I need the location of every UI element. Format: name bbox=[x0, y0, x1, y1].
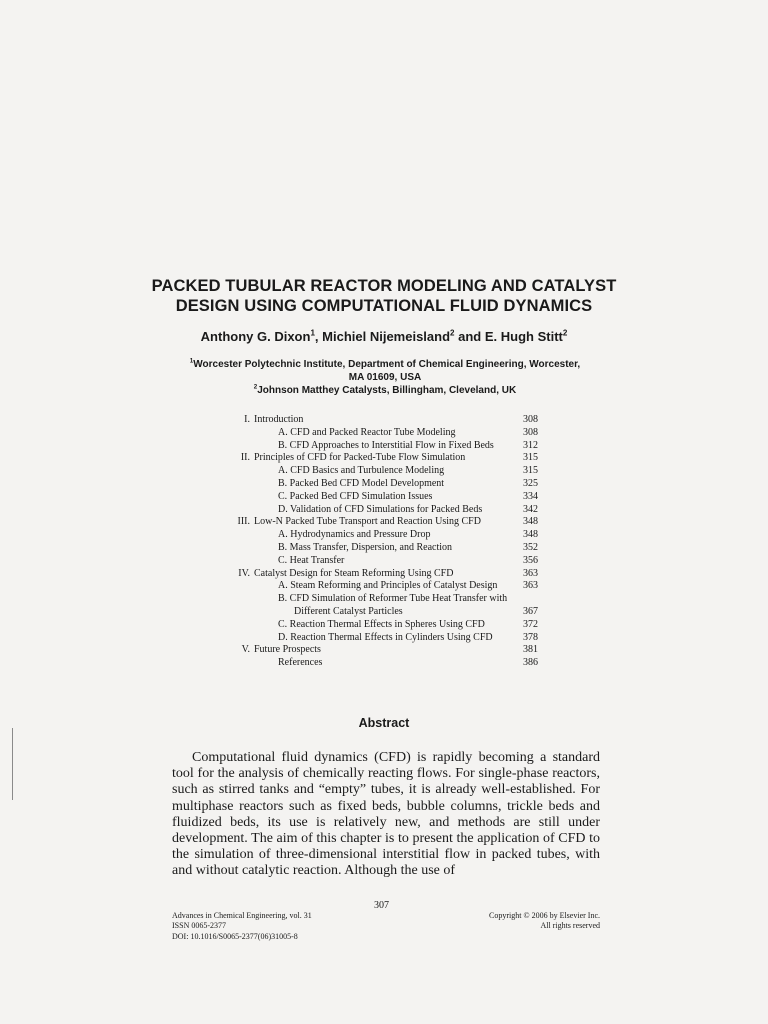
toc-label: A. CFD and Packed Reactor Tube Modeling bbox=[278, 426, 456, 438]
toc-label: C. Heat Transfer bbox=[278, 554, 345, 566]
abstract-heading: Abstract bbox=[358, 716, 410, 730]
toc-label: A. Steam Reforming and Principles of Catalyst Design bbox=[278, 580, 498, 592]
affiliation-text: Worcester Polytechnic Institute, Department of Chemical Engineering, Worcester, bbox=[193, 359, 581, 370]
toc-entry bbox=[226, 427, 538, 440]
chapter-title bbox=[150, 276, 618, 316]
toc-entry bbox=[226, 516, 538, 529]
toc-entry bbox=[226, 555, 538, 568]
toc-page: 312 bbox=[523, 439, 538, 451]
author-name: Michiel Nijemeisland bbox=[322, 329, 451, 344]
page-number: 307 bbox=[374, 900, 389, 911]
toc-label: B. CFD Simulation of Reformer Tube Heat Transfer with bbox=[278, 593, 508, 605]
affiliation-marker: 2 bbox=[253, 384, 258, 392]
author-list bbox=[150, 329, 618, 345]
author-name: Anthony G. Dixon bbox=[200, 329, 311, 344]
toc-label: Low-N Packed Tube Transport and Reaction Using CFD bbox=[254, 516, 481, 528]
toc-label: Introduction bbox=[254, 414, 304, 425]
copyright-line: All rights reserved bbox=[540, 921, 600, 931]
toc-page: 352 bbox=[523, 541, 538, 553]
toc-page: 308 bbox=[523, 414, 538, 425]
toc-entry bbox=[226, 619, 538, 632]
affiliation-1 bbox=[170, 358, 600, 371]
toc-page: 363 bbox=[523, 580, 538, 592]
toc-entry bbox=[226, 478, 538, 491]
toc-entry bbox=[226, 491, 538, 504]
journal-line: DOI: 10.1016/S0065-2377(06)31005-8 bbox=[172, 931, 298, 941]
toc-label: References bbox=[278, 657, 323, 669]
toc-page: 378 bbox=[523, 631, 538, 643]
toc-entry bbox=[226, 580, 538, 593]
author-affiliation-marker: 2 bbox=[562, 328, 568, 338]
toc-label: D. Validation of CFD Simulations for Packed Beds bbox=[278, 503, 483, 515]
affiliation-2 bbox=[170, 384, 600, 397]
toc-label: Different Catalyst Particles bbox=[294, 605, 403, 617]
toc-label: B. CFD Approaches to Interstitial Flow in Fixed Beds bbox=[278, 439, 494, 451]
toc-entry bbox=[226, 657, 538, 670]
toc-page: 334 bbox=[523, 490, 538, 502]
scan-margin-line bbox=[12, 728, 13, 800]
table-of-contents bbox=[226, 414, 538, 670]
toc-entry bbox=[226, 504, 538, 517]
toc-label: Catalyst Design for Steam Reforming Using CFD bbox=[254, 567, 454, 579]
toc-section-number: II. bbox=[240, 452, 250, 464]
author-name: E. Hugh Stitt bbox=[484, 329, 563, 344]
toc-section-number: III. bbox=[237, 516, 250, 528]
toc-entry bbox=[226, 529, 538, 542]
toc-label: Future Prospects bbox=[254, 644, 321, 656]
toc-label: B. Mass Transfer, Dispersion, and Reaction bbox=[278, 541, 453, 553]
abstract-text: Computational fluid dynamics (CFD) is rapidly becoming a standard tool for the analysis of chemically reacting flows. For single-phase reactors, such as stirred tanks and “empty” tubes, it is already well-established. For multiphase reactors such as fixed beds, bubble columns, trickle beds and fluidized beds, its use is relatively new, and methods are still under development. The aim of this chapter is to present the application of CFD to the simulation of three-dimensional interstitial flow in packed tubes, with and without catalytic reaction. Although the use of bbox=[172, 750, 600, 879]
copyright-line: Copyright © 2006 by Elsevier Inc. bbox=[489, 911, 600, 920]
title-line: DESIGN USING COMPUTATIONAL FLUID DYNAMICS bbox=[175, 297, 593, 315]
author-separator: and bbox=[454, 329, 485, 344]
toc-entry bbox=[226, 465, 538, 478]
toc-page: 348 bbox=[523, 529, 538, 541]
affiliations bbox=[170, 358, 600, 398]
toc-label: B. Packed Bed CFD Model Development bbox=[278, 477, 445, 489]
toc-entry bbox=[226, 606, 538, 619]
toc-label: C. Packed Bed CFD Simulation Issues bbox=[278, 490, 433, 502]
toc-page: 372 bbox=[523, 618, 538, 630]
toc-page: 381 bbox=[523, 644, 538, 656]
toc-page: 342 bbox=[523, 503, 538, 515]
toc-label: A. CFD Basics and Turbulence Modeling bbox=[278, 465, 445, 477]
toc-entry bbox=[226, 644, 538, 657]
toc-entry bbox=[226, 542, 538, 555]
toc-page: 315 bbox=[523, 452, 538, 464]
toc-label: Principles of CFD for Packed-Tube Flow Simulation bbox=[254, 452, 466, 464]
toc-entry bbox=[226, 632, 538, 645]
toc-entry bbox=[226, 568, 538, 581]
toc-page: 325 bbox=[523, 477, 538, 489]
toc-entry bbox=[226, 414, 538, 427]
affiliation-marker: 1 bbox=[189, 357, 194, 365]
author-affiliation-marker: 1 bbox=[310, 328, 315, 338]
journal-info bbox=[172, 911, 312, 942]
toc-page: 356 bbox=[523, 554, 538, 566]
toc-page: 367 bbox=[523, 605, 538, 617]
toc-label: C. Reaction Thermal Effects in Spheres Using CFD bbox=[278, 618, 485, 630]
toc-page: 308 bbox=[523, 426, 538, 438]
journal-line: ISSN 0065-2377 bbox=[172, 921, 227, 931]
title-line: PACKED TUBULAR REACTOR MODELING AND CATALYST bbox=[151, 277, 617, 295]
toc-label: D. Reaction Thermal Effects in Cylinders Using CFD bbox=[278, 631, 493, 643]
author-separator: , bbox=[314, 329, 323, 344]
affiliation-1-cont: MA 01609, USA bbox=[348, 372, 422, 384]
copyright-info bbox=[440, 911, 600, 932]
toc-section-number: I. bbox=[244, 414, 250, 425]
toc-page: 363 bbox=[523, 567, 538, 579]
toc-page: 315 bbox=[523, 465, 538, 477]
affiliation-text: Johnson Matthey Catalysts, Billingham, Cleveland, UK bbox=[257, 385, 517, 397]
toc-entry bbox=[226, 593, 538, 606]
author-affiliation-marker: 2 bbox=[450, 328, 455, 338]
toc-section-number: IV. bbox=[238, 567, 250, 579]
toc-page: 386 bbox=[523, 657, 538, 669]
toc-entry bbox=[226, 440, 538, 453]
journal-line: Advances in Chemical Engineering, vol. 31 bbox=[172, 911, 312, 920]
toc-section-number: V. bbox=[241, 644, 250, 656]
toc-entry bbox=[226, 452, 538, 465]
toc-page: 348 bbox=[523, 516, 538, 528]
toc-label: A. Hydrodynamics and Pressure Drop bbox=[278, 529, 431, 541]
